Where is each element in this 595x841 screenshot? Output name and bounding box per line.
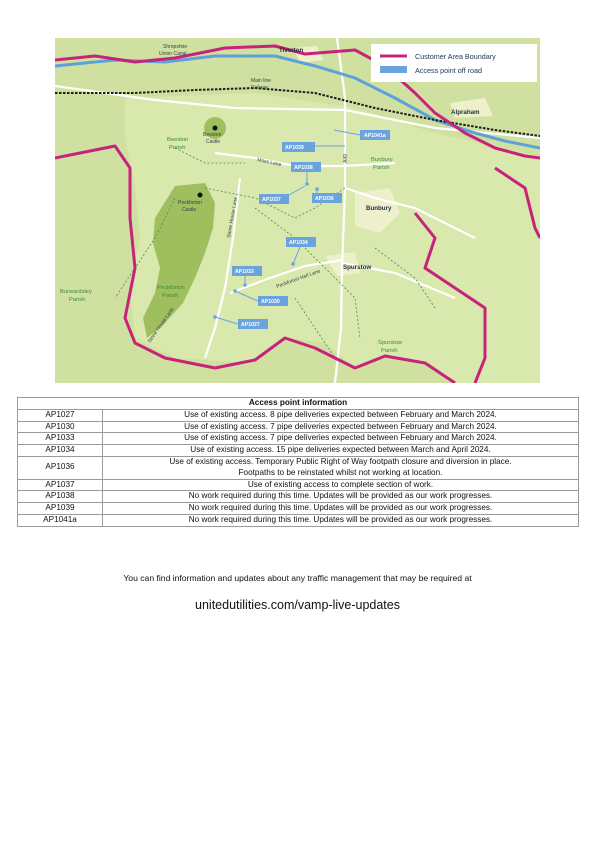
description-line-1: Use of existing access. Temporary Public Right of Way footpath closure and diversion in place. <box>169 456 512 466</box>
peckforton-castle-marker <box>198 193 203 198</box>
svg-text:AP1027: AP1027 <box>241 322 260 328</box>
access-point-map <box>55 38 540 383</box>
access-point-description: Use of existing access. 8 pipe deliveries expected between February and March 2024. <box>103 409 579 421</box>
parish-peckforton-1: Peckforton <box>157 285 185 291</box>
access-point-table <box>17 397 579 527</box>
table-title: Access point information <box>18 398 579 410</box>
table-row <box>18 503 579 515</box>
table-row <box>18 456 579 479</box>
access-legend-label: Access point off road <box>415 66 482 75</box>
live-updates-link[interactable]: unitedutilities.com/vamp-live-updates <box>195 598 400 612</box>
boundary-legend-label: Customer Area Boundary <box>415 52 496 61</box>
beeston-castle-label-1: Beeston <box>203 132 222 138</box>
access-point-code: AP1038 <box>18 491 103 503</box>
canal-label-2: Union Canal <box>159 51 187 57</box>
access-point-description: No work required during this time. Updates will be provided as our work progresses. <box>103 491 579 503</box>
description-line-2: Footpaths to be reinstated whilst not working at location. <box>238 467 443 477</box>
access-point-code: AP1041a <box>18 514 103 526</box>
table-row <box>18 445 579 457</box>
place-alpraham: Alpraham <box>451 109 480 116</box>
access-point-description: Use of existing access to complete section of work. <box>103 479 579 491</box>
table-header-row <box>18 398 579 410</box>
peckforton-hall-lane-label: Peckforton Hall Lane <box>275 268 322 290</box>
access-legend-swatch <box>380 66 407 73</box>
access-point-code: AP1034 <box>18 445 103 457</box>
access-point-description: Use of existing access. 15 pipe deliveries expected between March and April 2024. <box>103 445 579 457</box>
access-point-description: Use of existing access. 7 pipe deliveries expected between February and March 2024. <box>103 421 579 433</box>
parish-beeston-2: Parish <box>169 145 186 151</box>
svg-text:AP1034: AP1034 <box>289 240 308 246</box>
canal-label-1: Shropshire <box>163 44 188 50</box>
access-point-code: AP1037 <box>18 479 103 491</box>
svg-text:AP1039: AP1039 <box>285 145 304 151</box>
table-row <box>18 514 579 526</box>
place-spurstow: Spurstow <box>343 264 372 271</box>
parish-spurstow-1: Spurstow <box>378 340 403 346</box>
table-row <box>18 479 579 491</box>
access-point-code: AP1027 <box>18 409 103 421</box>
railway-label-1: Main line <box>251 78 272 84</box>
parish-burwardsley-2: Parish <box>69 297 86 303</box>
stone-house-lane-bottom-label: Stone House Lane <box>146 306 176 345</box>
place-bunbury: Bunbury <box>366 205 392 212</box>
beeston-castle-marker <box>213 126 218 131</box>
svg-text:AP1036: AP1036 <box>315 196 334 202</box>
access-point-code: AP1039 <box>18 503 103 515</box>
svg-text:AP1033: AP1033 <box>235 269 254 275</box>
access-point-description: No work required during this time. Updates will be provided as our work progresses. <box>103 503 579 515</box>
parish-bunbury-2: Parish <box>373 165 390 171</box>
access-point-code: AP1036 <box>18 456 103 479</box>
parish-spurstow-2: Parish <box>381 348 398 354</box>
stone-house-lane-top-label: Stone House Lane <box>226 196 240 239</box>
railway-label-2: Railway <box>251 85 269 91</box>
access-point-description <box>103 456 579 479</box>
access-point-code: AP1033 <box>18 433 103 445</box>
peckforton-castle-label-2: Castle <box>182 207 197 213</box>
svg-text:AP1041a: AP1041a <box>364 133 386 139</box>
table-row <box>18 433 579 445</box>
svg-text:AP1038: AP1038 <box>294 165 313 171</box>
access-point-code: AP1030 <box>18 421 103 433</box>
svg-text:AP1037: AP1037 <box>262 197 281 203</box>
moss-lane-label: Moss Lane <box>256 157 282 169</box>
table-row <box>18 421 579 433</box>
table-row <box>18 409 579 421</box>
parish-burwardsley-1: Burwardsley <box>60 289 92 295</box>
peckforton-castle-label-1: Peckforton <box>178 200 202 206</box>
traffic-management-note: You can find information and updates about any traffic management that may be required at <box>123 573 472 583</box>
parish-peckforton-2: Parish <box>162 293 179 299</box>
access-point-description: No work required during this time. Updates will be provided as our work progresses. <box>103 514 579 526</box>
access-point-description: Use of existing access. 7 pipe deliveries expected between February and March 2024. <box>103 433 579 445</box>
table-row <box>18 491 579 503</box>
beeston-castle-label-2: Castle <box>206 139 221 145</box>
a49-label: A49 <box>343 154 349 163</box>
parish-beeston-1: Beeston <box>167 137 189 143</box>
svg-text:AP1030: AP1030 <box>261 299 280 305</box>
place-tiverton: Tiverton <box>279 47 304 54</box>
map-legend <box>371 44 537 82</box>
parish-bunbury-1: Bunbury <box>371 157 393 163</box>
